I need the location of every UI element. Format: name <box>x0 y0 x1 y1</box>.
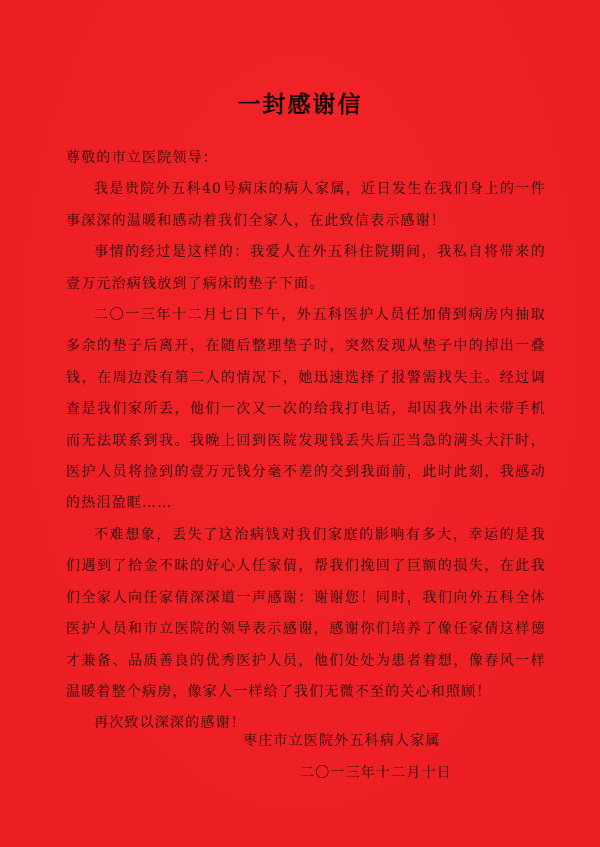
signature-organization: 枣庄市立医院外五科病人家属 <box>243 733 441 749</box>
letter-paragraph: 二〇一三年十二月七日下午，外五科医护人员任加倩到病房内抽取多余的垫子后离开，在随后整理垫子时，突然发现从垫子中的掉出一叠钱，在周边没有第二人的情况下，她迅速选择了报警需找失主。经过调查是我们家所丢，他们一次又一次的给我打电话，却因我外出未带手机而无法联系到我。我晚上回到医院发现钱丢失后正当急的满头大汗时，医护人员将捡到的壹万元钱分毫不差的交到我面前，此时此刻，我感动的热泪盈眶…… <box>66 307 546 512</box>
signature-date: 二〇一三年十二月十日 <box>300 765 452 781</box>
letter-title: 一封感谢信 <box>237 92 363 118</box>
letter-paragraph: 再次致以深深的感谢！ <box>94 715 246 732</box>
letter-paragraph: 事情的经过是这样的：我爱人在外五科住院期间，我私自将带来的壹万元治病钱放到了病床的垫子下面。 <box>66 244 546 292</box>
letter-paragraph: 我是贵院外五科40号病床的病人家属，近日发生在我们身上的一件事深深的温暖和感动着我们全家人，在此致信表示感谢！ <box>66 181 546 229</box>
letter-body <box>66 143 546 740</box>
letter-salutation: 尊敬的市立医院领导： <box>66 150 218 166</box>
letter-paragraph: 不难想象，丢失了这治病钱对我们家庭的影响有多大，幸运的是我们遇到了拾金不昧的好心人任家倩，帮我们挽回了巨额的损失，在此我们全家人向任家倩深深道一声感谢：谢谢您！同时，我们向外五科全体医护人员和市立医院的领导表示感谢，感谢你们培养了像任家倩这样德才兼备、品质善良的优秀医护人员，他们处处为患者着想，像春风一样温暖着整个病房，像家人一样给了我们无微不至的关心和照顾！ <box>66 526 546 700</box>
